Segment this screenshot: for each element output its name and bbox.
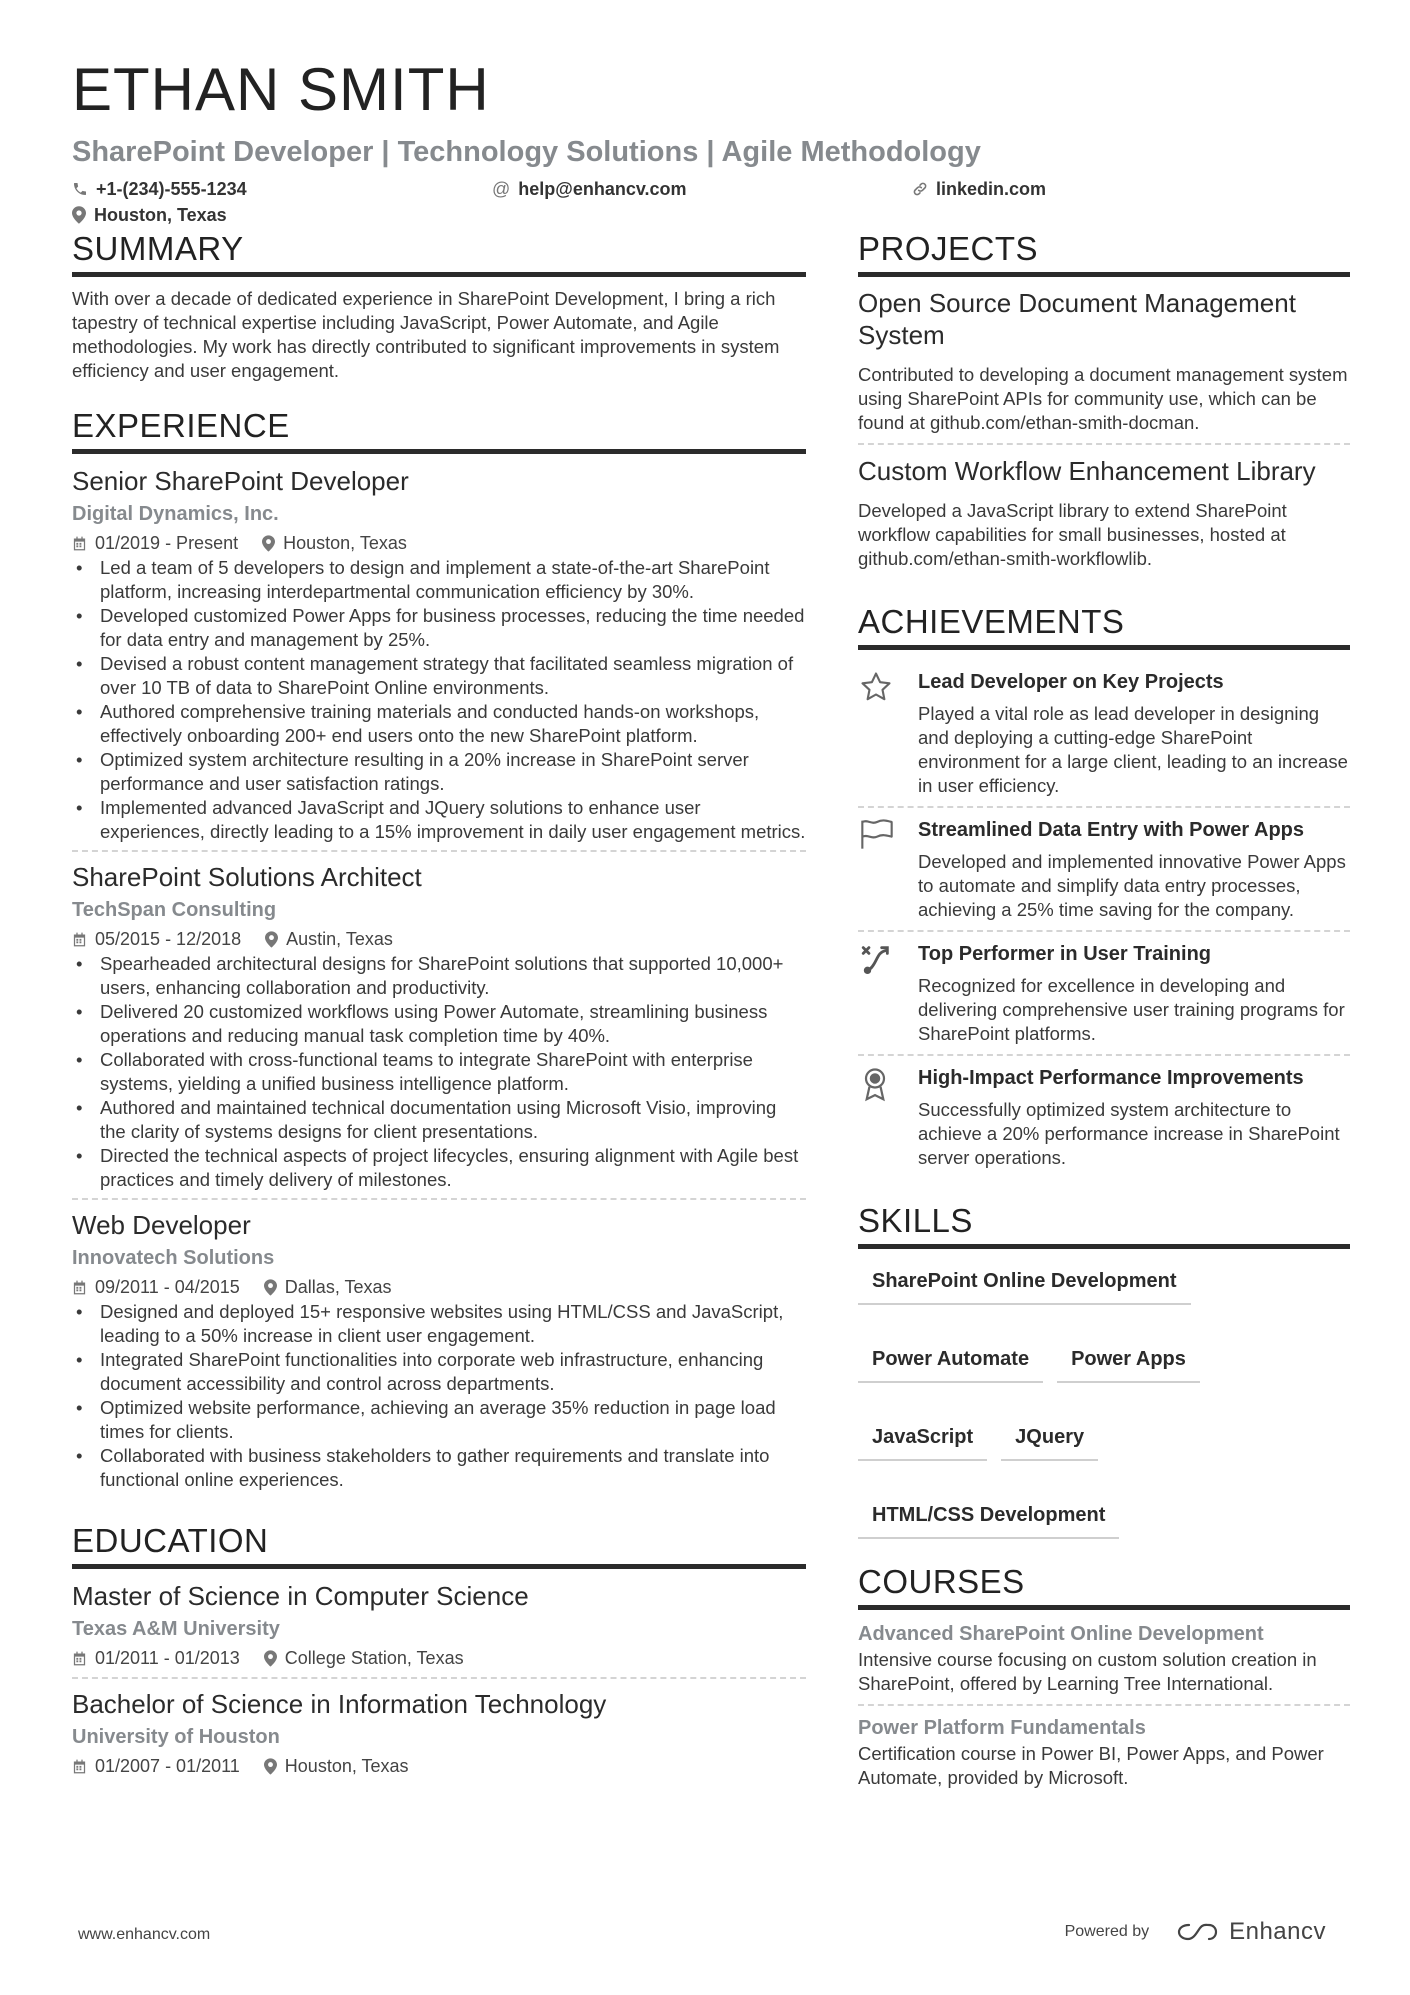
bullet-item: • Integrated SharePoint functionalities into corporate web infrastructure, enhancing document accessibility and control across departments. xyxy=(72,1348,806,1396)
phone-number: +1-(234)-555-1234 xyxy=(96,178,247,199)
section-title: EDUCATION xyxy=(72,1520,806,1569)
job-dates xyxy=(72,1274,240,1300)
location-pin-icon xyxy=(264,1279,277,1296)
achievement-item xyxy=(858,808,1350,932)
achievement-content xyxy=(918,816,1350,922)
achievement-content xyxy=(918,1064,1350,1170)
achievement-content xyxy=(918,940,1350,1046)
summary-text: With over a decade of dedicated experience in SharePoint Development, I bring a rich tapestry of technical expertise including JavaScript, Power Automate, and Agile methodologies. My work has directly contributed to significant improvements in system efficiency and user engagement. xyxy=(72,288,780,381)
section-title: SKILLS xyxy=(858,1200,1350,1249)
brand-logo[interactable] xyxy=(1175,1918,1326,1946)
bullet-item: • Optimized website performance, achieving an average 35% reduction in page load times for clients. xyxy=(72,1396,806,1444)
achievement-title: Lead Developer on Key Projects xyxy=(918,671,1224,693)
company-name: Digital Dynamics, Inc. xyxy=(72,503,279,525)
job-title: Web Developer xyxy=(72,1210,251,1240)
bullet-item: • Collaborated with business stakeholders to gather requirements and translate into functional online experiences. xyxy=(72,1444,806,1492)
job-bullets xyxy=(72,952,806,1192)
calendar-icon xyxy=(72,932,87,947)
project-title: Open Source Document Management System xyxy=(858,288,1296,350)
job-dates xyxy=(72,926,241,952)
education-location xyxy=(264,1645,464,1671)
enhancv-logo-icon xyxy=(1175,1921,1219,1943)
award-icon xyxy=(858,1064,902,1170)
job-location xyxy=(264,1274,392,1300)
job-dates xyxy=(72,530,238,556)
location-pin-icon xyxy=(264,1758,277,1775)
course-item xyxy=(858,1714,1350,1798)
education-dates xyxy=(72,1753,240,1779)
bullet-item: • Authored comprehensive training materials and conducted hands-on workshops, effectively onboarding 200+ end users onto the new SharePoint platform. xyxy=(72,700,806,748)
summary-section xyxy=(72,228,806,383)
skills-list xyxy=(858,1259,1350,1539)
course-title: Power Platform Fundamentals xyxy=(858,1717,1146,1739)
skills-section xyxy=(858,1200,1350,1539)
achievement-item xyxy=(858,932,1350,1056)
course-description: Intensive course focusing on custom solution creation in SharePoint, offered by Learning Tree International. xyxy=(858,1649,1317,1694)
at-icon: @ xyxy=(492,178,511,199)
section-title: EXPERIENCE xyxy=(72,405,806,454)
job-title: SharePoint Solutions Architect xyxy=(72,862,422,892)
location-pin-icon xyxy=(72,206,86,224)
courses-section xyxy=(858,1561,1350,1798)
location-pin-icon xyxy=(264,1650,277,1667)
location-text: Houston, Texas xyxy=(94,204,227,225)
resume-header xyxy=(72,52,1352,228)
location-pin-icon xyxy=(262,535,275,552)
skill-tag: Power Apps xyxy=(1057,1341,1200,1383)
candidate-headline: SharePoint Developer | Technology Solutions | Agile Methodology xyxy=(72,136,981,168)
skill-tag: JavaScript xyxy=(858,1419,987,1461)
project-item xyxy=(858,455,1350,579)
job-bullets xyxy=(72,1300,806,1492)
star-icon xyxy=(858,668,902,798)
experience-item xyxy=(72,464,806,852)
course-item xyxy=(858,1620,1350,1706)
job-title: Senior SharePoint Developer xyxy=(72,466,409,496)
powered-by-label: Powered by xyxy=(1064,1923,1150,1940)
achievement-text: Played a vital role as lead developer in designing and deploying a cutting-edge SharePoint environment for a large client, leading to an increase in user efficiency. xyxy=(918,703,1348,796)
education-meta xyxy=(72,1753,806,1779)
contact-info xyxy=(72,176,1352,228)
experience-item xyxy=(72,860,806,1200)
location-text: Houston, Texas xyxy=(283,533,407,553)
linkedin-link: linkedin.com xyxy=(936,178,1047,199)
section-title: ACHIEVEMENTS xyxy=(858,601,1350,650)
contact-email[interactable] xyxy=(492,176,912,202)
achievements-section xyxy=(858,601,1350,1178)
date-range: 01/2007 - 01/2011 xyxy=(95,1756,240,1776)
projects-section xyxy=(858,228,1350,579)
bullet-item: • Designed and deployed 15+ responsive websites using HTML/CSS and JavaScript, leading to a 50% increase in client user engagement. xyxy=(72,1300,806,1348)
bullet-item: • Directed the technical aspects of project lifecycles, ensuring alignment with Agile best practices and timely delivery of milestones. xyxy=(72,1144,806,1192)
project-description: Developed a JavaScript library to extend SharePoint workflow capabilities for small businesses, hosted at github.com/ethan-smith-workflowlib. xyxy=(858,500,1287,569)
course-description: Certification course in Power BI, Power Apps, and Power Automate, provided by Microsoft. xyxy=(858,1743,1324,1788)
degree-title: Bachelor of Science in Information Technology xyxy=(72,1689,607,1719)
achievement-text: Successfully optimized system architecture to achieve a 20% performance increase in SharePoint server operations. xyxy=(918,1099,1340,1168)
date-range: 01/2011 - 01/2013 xyxy=(95,1648,240,1668)
bullet-item: • Optimized system architecture resulting in a 20% increase in SharePoint server performance and user satisfaction ratings. xyxy=(72,748,806,796)
bullet-item: • Authored and maintained technical documentation using Microsoft Visio, improving the clarity of systems designs for client presentations. xyxy=(72,1096,806,1144)
footer-website[interactable]: www.enhancv.com xyxy=(78,1926,211,1943)
date-range: 05/2015 - 12/2018 xyxy=(95,929,242,949)
achievement-item xyxy=(858,1056,1350,1178)
achievement-item xyxy=(858,660,1350,808)
location-pin-icon xyxy=(265,931,278,948)
calendar-icon xyxy=(72,536,87,551)
skill-tag: SharePoint Online Development xyxy=(858,1263,1191,1305)
project-description: Contributed to developing a document management system using SharePoint APIs for community use, which can be found at github.com/ethan-smith-docman. xyxy=(858,364,1348,433)
achievement-text: Recognized for excellence in developing and delivering comprehensive user training programs for SharePoint platforms. xyxy=(918,975,1345,1044)
skill-tag: JQuery xyxy=(1001,1419,1098,1461)
experience-section xyxy=(72,405,806,1498)
location-text: Austin, Texas xyxy=(286,929,393,949)
experience-item xyxy=(72,1208,806,1498)
location-text: Dallas, Texas xyxy=(284,1277,392,1297)
education-meta xyxy=(72,1645,806,1671)
achievement-content xyxy=(918,668,1350,798)
bullet-item: • Spearheaded architectural designs for SharePoint solutions that supported 10,000+ users, enhancing collaboration and productivity. xyxy=(72,952,806,1000)
education-item xyxy=(72,1687,806,1785)
strategy-icon xyxy=(858,940,902,1046)
section-title: COURSES xyxy=(858,1561,1350,1610)
bullet-item: • Developed customized Power Apps for business processes, reducing the time needed for data entry and management by 25%. xyxy=(72,604,806,652)
skill-tag: Power Automate xyxy=(858,1341,1043,1383)
job-meta xyxy=(72,926,806,952)
contact-location xyxy=(72,202,492,228)
email-address: help@enhancv.com xyxy=(518,178,687,199)
bullet-item: • Implemented advanced JavaScript and JQuery solutions to enhance user experiences, directly leading to a 15% improvement in daily user engagement metrics. xyxy=(72,796,806,844)
education-location xyxy=(264,1753,409,1779)
date-range: 01/2019 - Present xyxy=(95,533,239,553)
skill-tag: HTML/CSS Development xyxy=(858,1497,1119,1539)
job-location xyxy=(265,926,393,952)
flag-icon xyxy=(858,816,902,922)
bullet-item: • Devised a robust content management strategy that facilitated seamless migration of over 10 TB of data to SharePoint Online environments. xyxy=(72,652,806,700)
school-name: University of Houston xyxy=(72,1726,280,1748)
brand-name: Enhancv xyxy=(1229,1918,1326,1945)
achievement-text: Developed and implemented innovative Power Apps to automate and simplify data entry processes, achieving a 25% time saving for the company. xyxy=(918,851,1346,920)
education-section xyxy=(72,1520,806,1785)
section-title: PROJECTS xyxy=(858,228,1350,277)
achievement-title: High-Impact Performance Improvements xyxy=(918,1067,1304,1089)
section-title: SUMMARY xyxy=(72,228,806,277)
achievement-title: Top Performer in User Training xyxy=(918,943,1212,965)
job-bullets xyxy=(72,556,806,844)
job-meta xyxy=(72,1274,806,1300)
bullet-item: • Delivered 20 customized workflows using Power Automate, streamlining business operations and reducing manual task completion time by 40%. xyxy=(72,1000,806,1048)
education-item xyxy=(72,1579,806,1679)
achievement-title: Streamlined Data Entry with Power Apps xyxy=(918,819,1305,841)
project-title: Custom Workflow Enhancement Library xyxy=(858,456,1316,486)
location-text: College Station, Texas xyxy=(284,1648,464,1668)
contact-phone[interactable] xyxy=(72,176,492,202)
job-meta xyxy=(72,530,806,556)
calendar-icon xyxy=(72,1280,87,1295)
job-location xyxy=(262,530,407,556)
calendar-icon xyxy=(72,1759,87,1774)
date-range: 09/2011 - 04/2015 xyxy=(95,1277,240,1297)
course-title: Advanced SharePoint Online Development xyxy=(858,1623,1264,1645)
contact-linkedin[interactable] xyxy=(912,176,1332,202)
location-text: Houston, Texas xyxy=(284,1756,409,1776)
phone-icon xyxy=(72,181,88,197)
company-name: Innovatech Solutions xyxy=(72,1247,275,1269)
education-dates xyxy=(72,1645,240,1671)
degree-title: Master of Science in Computer Science xyxy=(72,1581,529,1611)
calendar-icon xyxy=(72,1651,87,1666)
bullet-item: • Led a team of 5 developers to design and implement a state-of-the-art SharePoint platform, increasing interdepartmental communication efficiency by 30%. xyxy=(72,556,806,604)
link-icon xyxy=(912,181,928,197)
right-column xyxy=(858,228,1350,1820)
footer-branding xyxy=(1065,1918,1326,1946)
project-item xyxy=(858,287,1350,445)
school-name: Texas A&M University xyxy=(72,1618,280,1640)
candidate-name: ETHAN SMITH xyxy=(72,56,490,123)
bullet-item: • Collaborated with cross-functional teams to integrate SharePoint with enterprise systems, yielding a unified business intelligence platform. xyxy=(72,1048,806,1096)
left-column xyxy=(72,228,806,1807)
company-name: TechSpan Consulting xyxy=(72,899,277,921)
